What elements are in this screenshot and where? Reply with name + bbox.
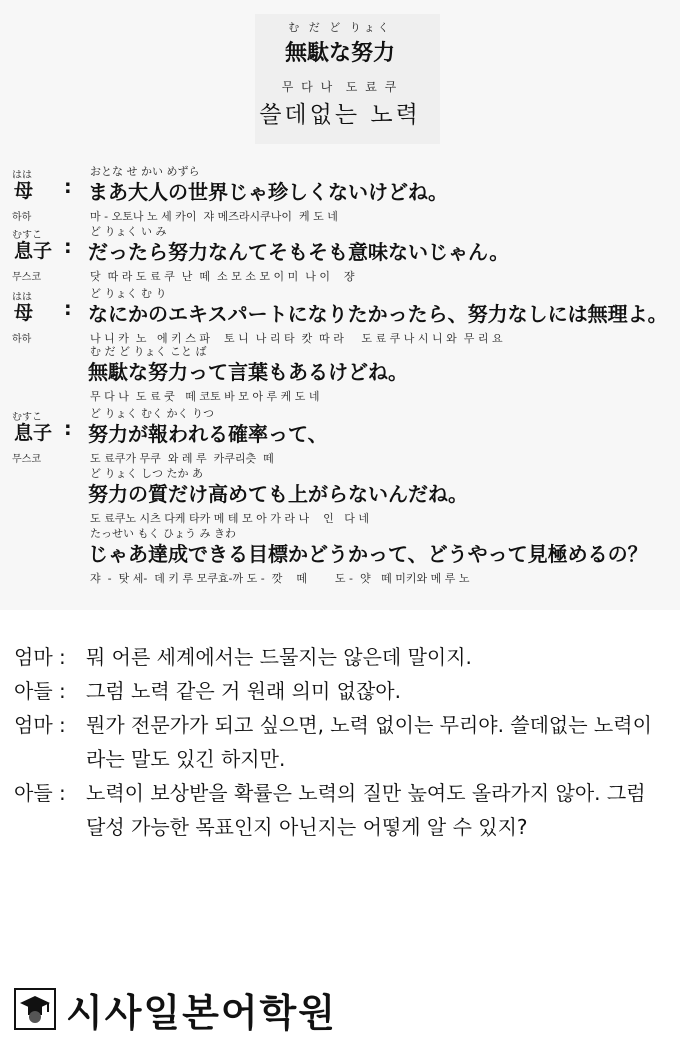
translation-row bbox=[14, 674, 670, 708]
line-japanese: まあ大人の世界じゃ珍しくないけどね。 bbox=[88, 180, 448, 204]
speaker-furigana: むすこ bbox=[12, 412, 42, 423]
line-furigana: ど りょく しつ たか あ bbox=[90, 467, 203, 480]
title-furigana: む だ ど りょく bbox=[288, 21, 392, 34]
line-furigana: たっせい もく ひょう み きわ bbox=[90, 527, 236, 540]
translation-row bbox=[14, 776, 670, 844]
line-japanese: だったら努力なんてそもそも意味ないじゃん。 bbox=[88, 240, 510, 264]
speaker-label: 母 bbox=[14, 302, 34, 324]
line-japanese: 努力が報われる確率って、 bbox=[88, 422, 328, 446]
line-furigana: ど りょく むく かく りつ bbox=[90, 407, 214, 420]
translation-speaker: 아들 : bbox=[14, 679, 66, 703]
brand-logo bbox=[14, 984, 337, 1034]
line-japanese: 無駄な努力って言葉もあるけどね。 bbox=[88, 360, 408, 384]
title-japanese: 無駄な努力 bbox=[284, 41, 395, 66]
line-reading: 도 료쿠가 무쿠 와 레 루 카쿠리츳 떼 bbox=[90, 452, 274, 465]
translation-speaker: 아들 : bbox=[14, 781, 66, 805]
translation-speaker: 엄마 : bbox=[14, 713, 66, 737]
line-reading: 쟈 - 탓 세- 데 키 루 모쿠효-까 도 - 깟 떼 도 - 얏 떼 미키와 메 루 노 bbox=[90, 572, 470, 585]
line-reading: 무 다 나 도 료 쿳 떼 코토 바 모 아 루 케 도 네 bbox=[90, 390, 320, 403]
speaker-reading: 하하 bbox=[12, 334, 32, 345]
lesson-card: む だ ど りょく 無駄な努力 무 다 나 도 료 쿠 쓸데없는 노력 はは 母 하하 : おとな せ かい めずら まあ大人の世界じゃ珍しくないけどね。 마 - 오토나 노 세 카이 쟈 메즈라시쿠나이 케 도 네 むすこ 息子 무스코 : ど りょく い み だったら努力なんてそもそも意味ないじゃん。 닷 따 라 도 료 쿠 난 떼 소 모 소 모 이 미 나 이 쟝 はは 母 하하 : ど りょく む り なにかのエキスパートになりたかったら、努力なしには無理よ。 나 니 카 노 에 키 스 파 토 니 나 리 타 캇 따 라 도 료 쿠 나 시 니 와 무 리 요 む だ ど りょく こと ば 無駄な努力って言葉もあるけどね。 무 다 나 도 료 쿳 떼 코토 바 모 아 루 케 도 네 むすこ 息子 무스코 : ど りょく むく かく りつ 努力が報われる確率って、 도 료쿠가 무쿠 와 레 루 카쿠리츳 떼 ど りょく しつ たか あ 努力の質だけ高めても上がらないんだね。 도 료쿠노 시츠 다케 타카 메 테 모 아 가 라 나 인 다 네 たっせい もく ひょう み きわ じゃあ達成できる目標かどうかって、どうやって見極めるの？ 쟈 - 탓 세- 데 키 루 모쿠효-까 도 - 깟 떼 도 - 얏 떼 미키와 메 루 노 bbox=[0, 0, 680, 610]
translation-row bbox=[14, 708, 670, 776]
speaker-label: 母 bbox=[14, 180, 34, 202]
translation-text: 뭐 어른 세계에서는 드물지는 않은데 말이지. bbox=[86, 645, 472, 669]
line-reading: 닷 따 라 도 료 쿠 난 떼 소 모 소 모 이 미 나 이 쟝 bbox=[90, 270, 355, 283]
speaker-furigana: はは bbox=[12, 170, 32, 181]
title-reading: 무 다 나 도 료 쿠 bbox=[281, 80, 399, 94]
translation-text: 노력이 보상받을 확률은 노력의 질만 높여도 올라가지 않아. 그럼 달성 가능한 목표인지 아닌지는 어떻게 알 수 있지? bbox=[86, 781, 646, 839]
speaker-furigana: はは bbox=[12, 292, 32, 303]
speaker-reading: 무스코 bbox=[12, 272, 41, 283]
line-japanese: なにかのエキスパートになりたかったら、努力なしには無理よ。 bbox=[88, 302, 668, 326]
line-furigana: ど りょく い み bbox=[90, 225, 167, 238]
line-furigana: ど りょく む り bbox=[90, 287, 167, 300]
line-furigana: おとな せ かい めずら bbox=[90, 165, 200, 178]
speaker-label: 息子 bbox=[14, 240, 53, 262]
line-japanese: じゃあ達成できる目標かどうかって、どうやって見極めるの？ bbox=[88, 542, 648, 566]
translation-text: 그럼 노력 같은 거 원래 의미 없잖아. bbox=[86, 679, 401, 703]
translation-speaker: 엄마 : bbox=[14, 645, 66, 669]
speaker-reading: 하하 bbox=[12, 212, 32, 223]
translation-text: 뭔가 전문가가 되고 싶으면, 노력 없이는 무리야. 쓸데없는 노력이라는 말도 있긴 하지만. bbox=[86, 713, 652, 771]
line-reading: 도 료쿠노 시츠 다케 타카 메 테 모 아 가 라 나 인 다 네 bbox=[90, 512, 369, 525]
brand-name: 시사일본어학원 bbox=[66, 990, 337, 1035]
line-japanese: 努力の質だけ高めても上がらないんだね。 bbox=[88, 482, 468, 506]
speaker-furigana: むすこ bbox=[12, 230, 42, 241]
line-reading: 나 니 카 노 에 키 스 파 토 니 나 리 타 캇 따 라 도 료 쿠 나 시 니 와 무 리 요 bbox=[90, 332, 503, 345]
line-reading: 마 - 오토나 노 세 카이 쟈 메즈라시쿠나이 케 도 네 bbox=[90, 210, 338, 223]
line-furigana: む だ ど りょく こと ば bbox=[90, 345, 207, 358]
speaker-label: 息子 bbox=[14, 422, 53, 444]
speaker-reading: 무스코 bbox=[12, 454, 41, 465]
korean-translation bbox=[14, 640, 670, 844]
title-korean: 쓸데없는 노력 bbox=[259, 102, 421, 128]
translation-row bbox=[14, 640, 670, 674]
graduate-icon bbox=[14, 988, 56, 1030]
